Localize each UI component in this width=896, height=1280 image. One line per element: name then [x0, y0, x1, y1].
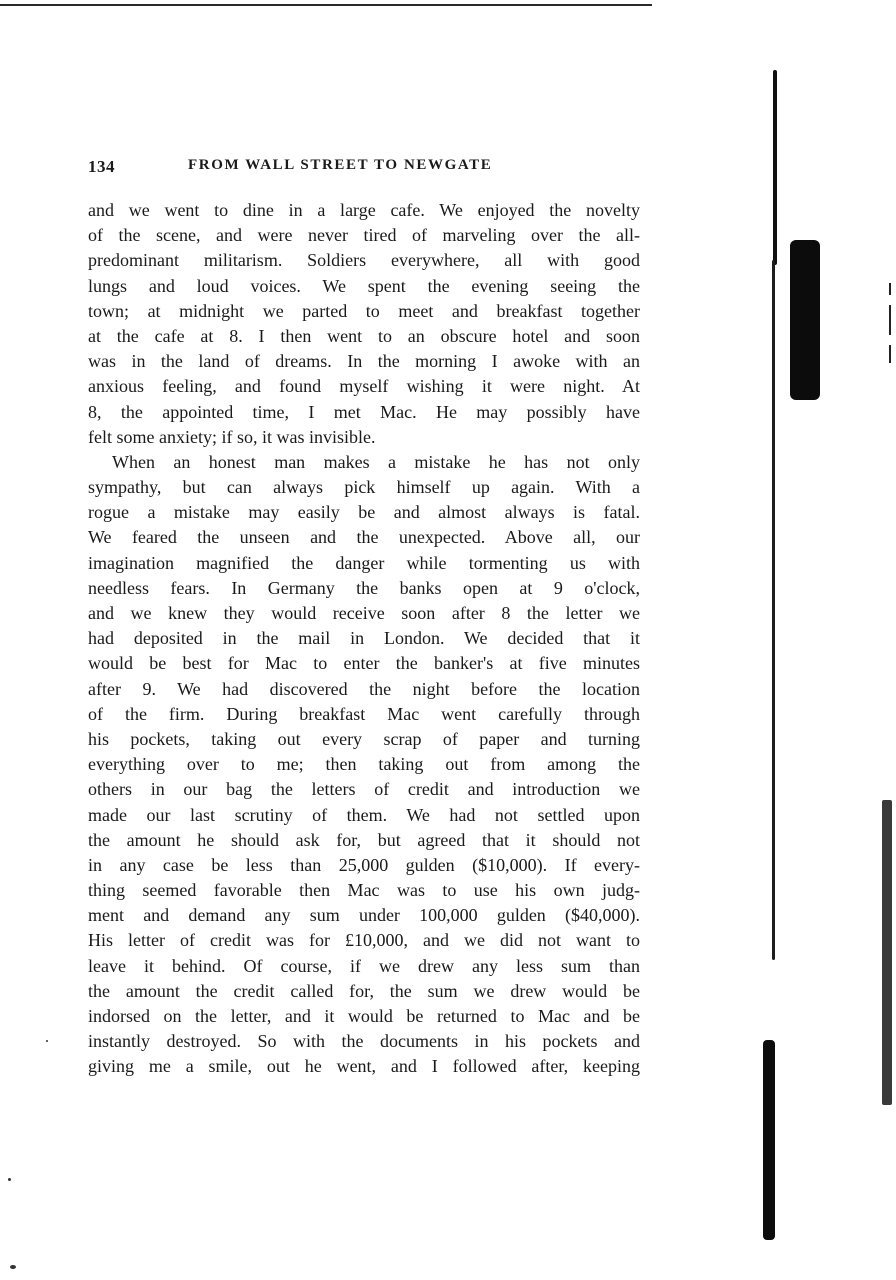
scan-artifact-bar	[763, 1040, 775, 1240]
text-line: leave it behind. Of course, if we drew any less sum than	[88, 955, 640, 976]
top-rule	[0, 4, 652, 6]
text-line: was in the land of dreams. In the morning I awoke with an	[88, 351, 640, 372]
text-line: thing seemed favorable then Mac was to use his own judg-	[88, 880, 640, 901]
scan-artifact-tick	[889, 305, 891, 335]
text-line: of the scene, and were never tired of marveling over the all-	[88, 225, 640, 246]
text-line: would be best for Mac to enter the banker's at five minutes	[88, 653, 640, 674]
scan-speck	[8, 1178, 11, 1181]
text-line: the amount the credit called for, the sum we drew would be	[88, 980, 640, 1001]
text-line: and we knew they would receive soon after 8 the letter we	[88, 603, 640, 623]
scan-artifact-tick	[889, 345, 891, 363]
text-line: the amount he should ask for, but agreed that it should not	[88, 829, 640, 850]
text-line: giving me a smile, out he went, and I followed after, keeping	[88, 1056, 640, 1077]
text-line: needless fears. In Germany the banks open at 9 o'clock,	[88, 577, 640, 598]
page-header	[88, 157, 640, 181]
text-line: made our last scrutiny of them. We had not settled upon	[88, 804, 640, 825]
running-title: FROM WALL STREET TO NEWGATE	[188, 157, 493, 173]
scan-artifact-bar	[772, 260, 775, 960]
text-line: at the cafe at 8. I then went to an obscure hotel and soon	[88, 325, 640, 346]
text-line: after 9. We had discovered the night before the location	[88, 678, 640, 699]
text-line: When an honest man makes a mistake he has not only	[112, 451, 640, 472]
scan-speck	[10, 1265, 16, 1269]
scan-artifact-tick	[889, 283, 891, 295]
body-text	[88, 198, 640, 1080]
text-line: everything over to me; then taking out from among the	[88, 754, 640, 775]
text-line: lungs and loud voices. We spent the evening seeing the	[88, 275, 640, 296]
text-line: instantly destroyed. So with the documents in his pockets and	[88, 1031, 640, 1052]
text-line: predominant militarism. Soldiers everywhere, all with good	[88, 250, 640, 271]
text-line: and we went to dine in a large cafe. We enjoyed the novelty	[88, 200, 640, 220]
scan-artifact-bar	[773, 70, 777, 265]
text-line: imagination magnified the danger while tormenting us with	[88, 552, 640, 573]
text-line: others in our bag the letters of credit and introduction we	[88, 779, 640, 800]
text-line: had deposited in the mail in London. We decided that it	[88, 628, 640, 649]
text-line: his pockets, taking out every scrap of paper and turning	[88, 728, 640, 749]
text-line: 8, the appointed time, I met Mac. He may possibly have	[88, 401, 640, 422]
text-line: sympathy, but can always pick himself up again. With a	[88, 477, 640, 498]
text-line: town; at midnight we parted to meet and breakfast together	[88, 300, 640, 321]
text-line: anxious feeling, and found myself wishing it were night. At	[88, 376, 640, 397]
text-line: We feared the unseen and the unexpected. Above all, our	[88, 527, 640, 548]
scan-speck	[46, 1040, 48, 1042]
text-line: indorsed on the letter, and it would be returned to Mac and be	[88, 1006, 640, 1026]
text-line: in any case be less than 25,000 gulden ($10,000). If every-	[88, 854, 640, 875]
text-line: ment and demand any sum under 100,000 gulden ($40,000).	[88, 905, 640, 926]
text-line: rogue a mistake may easily be and almost always is fatal.	[88, 502, 640, 523]
page-number: 134	[88, 157, 115, 176]
scan-artifact-bar	[882, 800, 892, 1105]
text-line: of the firm. During breakfast Mac went carefully through	[88, 703, 640, 724]
text-line: His letter of credit was for £10,000, and we did not want to	[88, 930, 640, 951]
scan-artifact-bar	[790, 240, 820, 400]
text-line: felt some anxiety; if so, it was invisible.	[88, 426, 376, 447]
